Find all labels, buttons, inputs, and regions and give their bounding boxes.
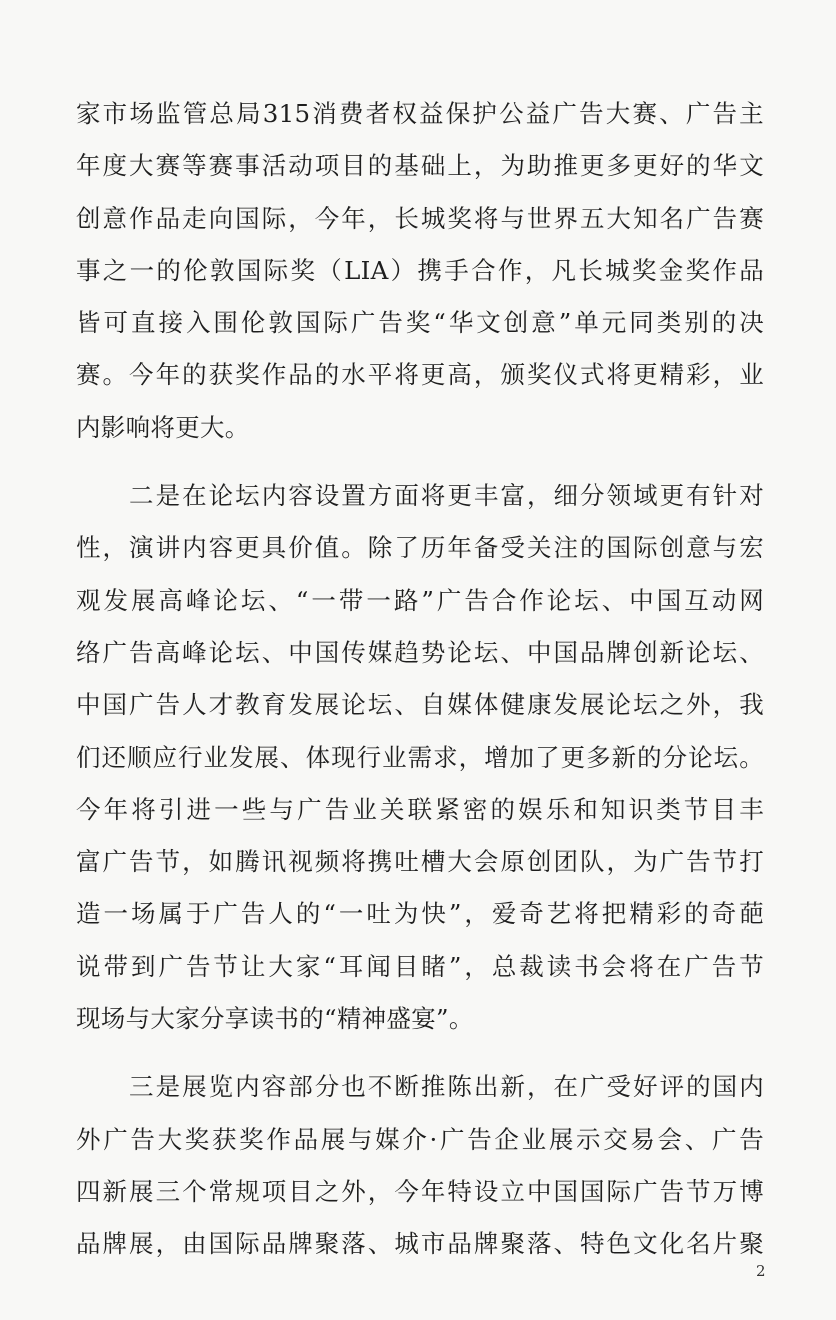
body-text [76,88,764,1287]
text-line: 四新展三个常规项目之外，今年特设立中国国际广告节万博 [76,1176,764,1206]
paragraph-3 [76,1061,764,1270]
text-line: 络广告高峰论坛、中国传媒趋势论坛、中国品牌创新论坛、 [76,637,764,667]
text-line: 性，演讲内容更具价值。除了历年备受关注的国际创意与宏 [76,533,764,563]
text-line: 赛。今年的获奖作品的水平将更高，颁奖仪式将更精彩，业 [76,360,764,390]
text-line: 皆可直接入围伦敦国际广告奖“华文创意”单元同类别的决 [76,308,764,338]
text-line: 年度大赛等赛事活动项目的基础上，为助推更多更好的华文 [76,151,764,181]
text-line: 事之一的伦敦国际奖（LIA）携手合作，凡长城奖金奖作品 [76,255,764,285]
text-line: 们还顺应行业发展、体现行业需求，增加了更多新的分论坛。 [76,742,764,772]
paragraph-1 [76,88,764,454]
text-line: 观发展高峰论坛、“一带一路”广告合作论坛、中国互动网 [76,585,764,615]
text-line: 造一场属于广告人的“一吐为快”，爱奇艺将把精彩的奇葩 [76,899,764,929]
text-line: 三是展览内容部分也不断推陈出新，在广受好评的国内 [76,1072,764,1102]
text-line: 说带到广告节让大家“耳闻目睹”，总裁读书会将在广告节 [76,951,764,981]
text-line: 家市场监管总局315消费者权益保护公益广告大赛、广告主 [76,99,764,128]
text-line: 富广告节，如腾讯视频将携吐槽大会原创团队，为广告节打 [76,847,764,877]
text-line: 内影响将更大。 [76,412,250,442]
page-number: 2 [756,1262,766,1280]
text-line: 今年将引进一些与广告业关联紧密的娱乐和知识类节目丰 [76,794,764,824]
text-line: 现场与大家分享读书的“精神盛宴”。 [76,1004,474,1034]
text-line: 创意作品走向国际，今年，长城奖将与世界五大知名广告赛 [76,203,764,233]
text-line: 二是在论坛内容设置方面将更丰富，细分领域更有针对 [76,481,764,511]
text-line: 品牌展，由国际品牌聚落、城市品牌聚落、特色文化名片聚 [76,1229,764,1259]
paragraph-2 [76,470,764,1045]
text-line: 中国广告人才教育发展论坛、自媒体健康发展论坛之外，我 [76,690,764,720]
text-line: 外广告大奖获奖作品展与媒介·广告企业展示交易会、广告 [76,1124,764,1154]
